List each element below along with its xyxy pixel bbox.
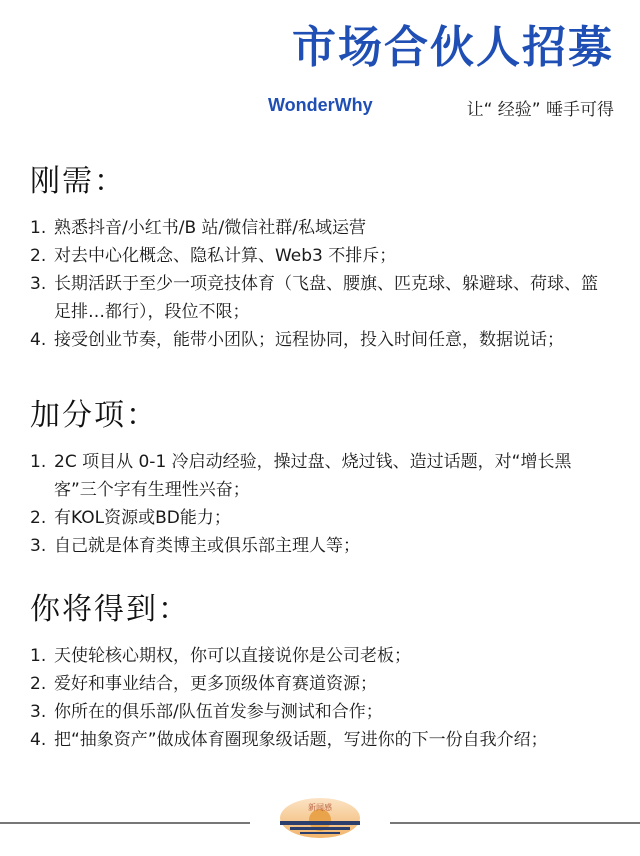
item-number: 3. (30, 536, 47, 556)
page-title: 市场合伙人招募 (292, 22, 614, 73)
item-text: 爱好和事业结合，更多顶级体育赛道资源； (54, 674, 377, 694)
slogan: 让“ 经验” 唾手可得 (466, 100, 614, 120)
item-number: 4. (30, 730, 47, 750)
list-item (30, 726, 610, 754)
list-item (30, 698, 610, 726)
footer-divider-right (390, 822, 640, 824)
item-number: 1. (30, 218, 47, 238)
emblem-text: 新闻感 (308, 803, 332, 812)
item-text: 有KOL资源或BD能力； (54, 508, 231, 528)
list-item (30, 670, 610, 698)
item-number: 1. (30, 452, 47, 472)
item-text: 接受创业节奏，能带小团队；远程协同，投入时间任意，数据说话； (54, 330, 564, 350)
item-text: 你所在的俱乐部/队伍首发参与测试和合作； (54, 702, 383, 722)
list-item (30, 504, 610, 532)
sunset-emblem-icon (275, 796, 365, 842)
item-text: 把“抽象资产”做成体育圈现象级话题，写进你的下一份自我介绍； (54, 730, 548, 750)
item-number: 2. (30, 674, 47, 694)
item-text: 长期活跃于至少一项竞技体育（飞盘、腰旗、匹克球、躲避球、荷球、篮足排…都行），段位不限； (54, 274, 598, 322)
benefits-list (30, 642, 610, 754)
item-number: 2. (30, 246, 47, 266)
item-text: 熟悉抖音/小红书/B 站/微信社群/私域运营 (54, 218, 366, 238)
section-requirements (30, 156, 610, 354)
section-benefits (30, 584, 610, 754)
item-text: 2C 项目从 0-1 冷启动经验，操过盘、烧过钱、造过话题，对“增长黑客”三个字有生理性兴奋； (54, 452, 572, 500)
requirements-list (30, 214, 610, 354)
list-item (30, 532, 610, 560)
item-text: 自己就是体育类博主或俱乐部主理人等； (54, 536, 360, 556)
section-heading: 加分项： (30, 398, 158, 433)
bonus-list (30, 448, 610, 560)
list-item (30, 270, 610, 326)
list-item (30, 214, 610, 242)
list-item (30, 448, 610, 504)
section-heading: 你将得到： (30, 592, 190, 627)
item-number: 4. (30, 330, 47, 350)
section-heading: 刚需： (30, 164, 126, 199)
item-text: 对去中心化概念、隐私计算、Web3 不排斥； (54, 246, 397, 266)
list-item (30, 326, 610, 354)
section-bonus (30, 390, 610, 560)
brand-name: WonderWhy (268, 95, 373, 115)
item-number: 1. (30, 646, 47, 666)
list-item (30, 242, 610, 270)
item-number: 3. (30, 274, 47, 294)
list-item (30, 642, 610, 670)
item-text: 天使轮核心期权，你可以直接说你是公司老板； (54, 646, 411, 666)
item-number: 3. (30, 702, 47, 722)
footer-divider-left (0, 822, 250, 824)
item-number: 2. (30, 508, 47, 528)
